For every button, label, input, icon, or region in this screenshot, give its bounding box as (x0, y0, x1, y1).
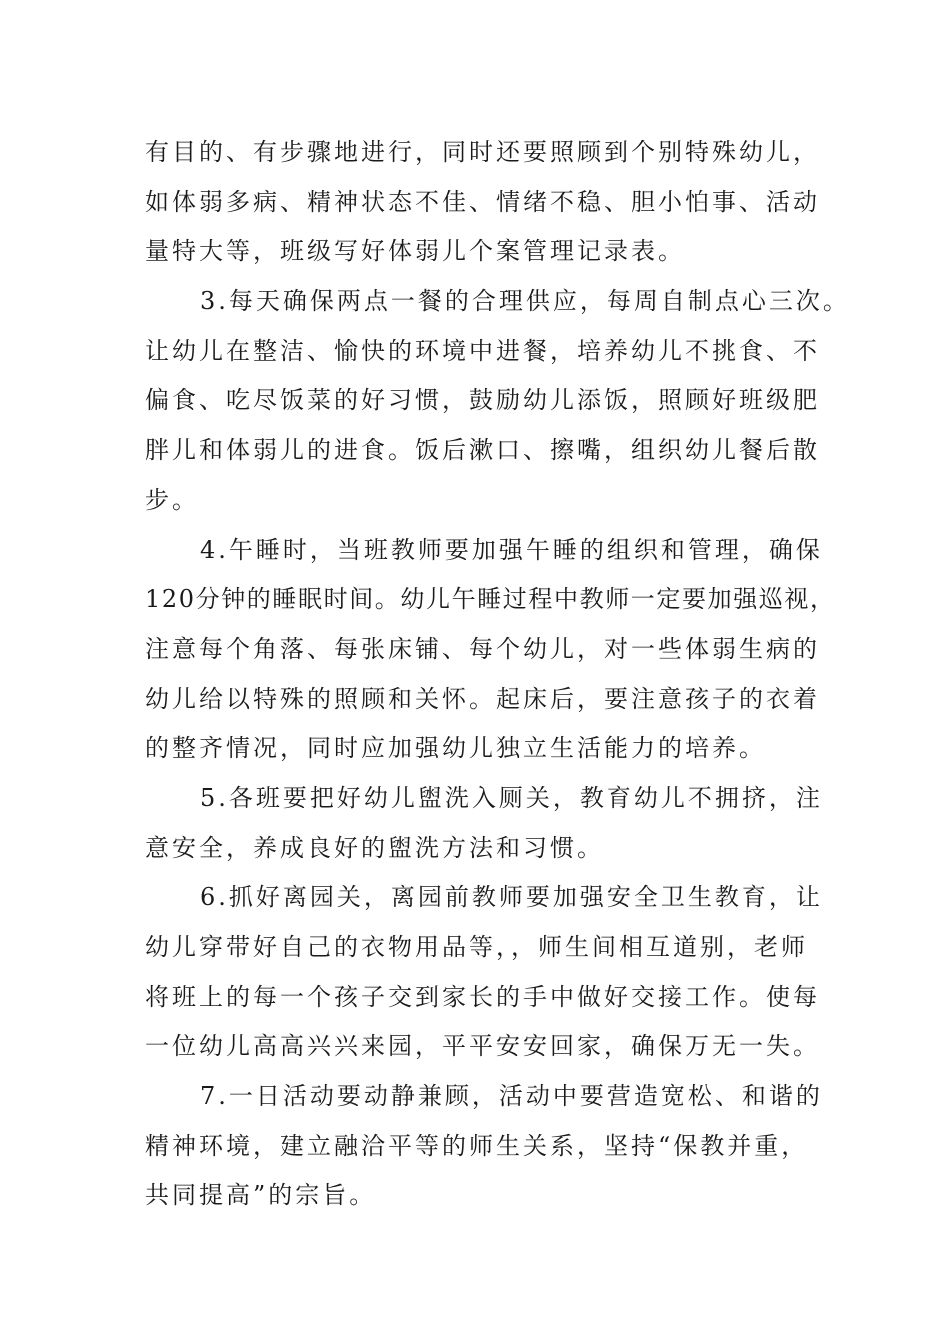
text-line: 如体弱多病、精神状态不佳、情绪不稳、胆小怕事、活动 (145, 187, 820, 216)
text-line: 共同提高”的宗旨。 (145, 1181, 377, 1210)
paragraph-5-start: 5.各班要把好幼儿盥洗入厕关，教育幼儿不拥挤，注 (200, 783, 823, 812)
text-line: 的整齐情况，同时应加强幼儿独立生活能力的培养。 (145, 734, 766, 763)
text-line: 幼儿穿带好自己的衣物用品等，，师生间相互道别，老师 (145, 933, 808, 961)
text-line: 偏食、吃尽饭菜的好习惯，鼓励幼儿添饭，照顾好班级肥 (145, 386, 820, 415)
text-line: 精神环境，建立融洽平等的师生关系，坚持“保教并重， (145, 1131, 809, 1160)
text-line: 注意每个角落、每张床铺、每个幼儿，对一些体弱生病的 (145, 634, 820, 663)
text-line: 将班上的每一个孩子交到家长的手中做好交接工作。使每 (145, 982, 820, 1011)
text-line: 量特大等，班级写好体弱儿个案管理记录表。 (145, 237, 685, 266)
text-line: 幼儿给以特殊的照顾和关怀。起床后，要注意孩子的衣着 (145, 684, 820, 713)
text-line: 有目的、有步骤地进行，同时还要照顾到个别特殊幼儿， (145, 138, 820, 166)
text-line: 意安全，养成良好的盥洗方法和习惯。 (145, 833, 604, 862)
paragraph-7-start: 7.一日活动要动静兼顾，活动中要营造宽松、和谐的 (200, 1082, 823, 1111)
text-line: 胖儿和体弱儿的进食。饭后漱口、擦嘴，组织幼儿餐后散 (145, 436, 820, 465)
paragraph-3-start: 3.每天确保两点一餐的合理供应，每周自制点心三次。 (200, 287, 850, 316)
paragraph-4-start: 4.午睡时，当班教师要加强午睡的组织和管理，确保 (200, 535, 823, 564)
document-body (145, 128, 850, 1221)
paragraph-6-start: 6.抓好离园关，离园前教师要加强安全卫生教育，让 (200, 883, 823, 912)
text-line: 一位幼儿高高兴兴来园，平平安安回家，确保万无一失。 (145, 1032, 820, 1061)
text-line: 让幼儿在整洁、愉快的环境中进餐，培养幼儿不挑食、不 (145, 336, 820, 365)
text-line: 120分钟的睡眠时间。幼儿午睡过程中教师一定要加强巡视， (145, 585, 836, 614)
text-line: 步。 (145, 485, 199, 514)
